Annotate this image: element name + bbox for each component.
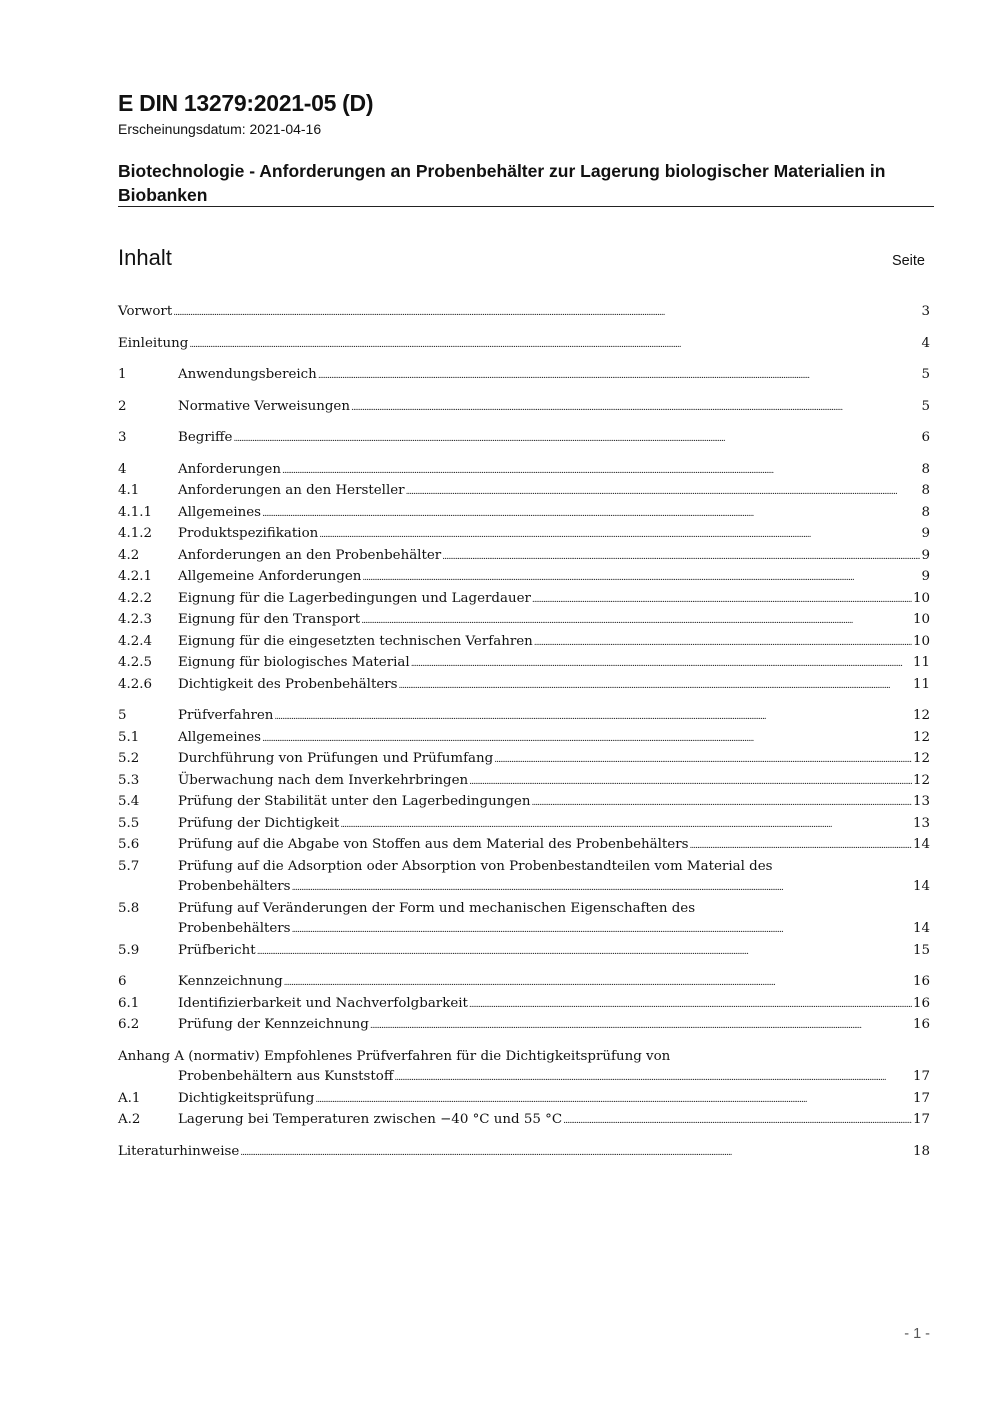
toc-leader-dots (442, 546, 920, 568)
toc-leader-dots (284, 972, 912, 994)
toc-entry-page: 14 (912, 921, 930, 936)
toc-entry-title: Prüfung der Stabilität unter den Lagerbedingungen (178, 794, 531, 809)
toc-entry-title: Prüfung der Kennzeichnung (178, 1017, 369, 1032)
toc-entry-title: Produktspezifikation (178, 526, 319, 541)
toc-entry-page: 16 (912, 974, 930, 989)
toc-entry[interactable] (118, 1015, 930, 1037)
toc-entry[interactable] (118, 749, 930, 771)
toc-leader-dots (362, 567, 920, 589)
toc-entry-title: Anwendungsbereich (178, 367, 317, 382)
toc-entry[interactable] (118, 814, 930, 836)
toc-entry-title: Einleitung (118, 335, 189, 351)
page-number: - 1 - (904, 1326, 930, 1342)
toc-entry-number: 5 (118, 708, 127, 723)
toc-leader-dots (262, 728, 912, 750)
toc-entry-number: 4 (118, 461, 127, 477)
toc-entry-title-continued: Probenbehälters (178, 879, 291, 894)
toc-entry-title: Begriffe (178, 430, 233, 445)
toc-entry-page: 3 (921, 304, 930, 319)
toc-entry-page: 16 (912, 995, 930, 1011)
toc-entry[interactable] (118, 567, 930, 589)
toc-entry-title: Anhang A (normativ) Empfohlenes Prüfverfahren für die Dichtigkeitsprüfung von (118, 1048, 671, 1064)
toc-entry[interactable] (118, 835, 930, 857)
toc-entry-page: 8 (921, 461, 930, 477)
toc-entry[interactable] (118, 302, 930, 324)
toc-leader-dots (494, 749, 912, 771)
toc-entry-page: 10 (912, 633, 930, 649)
toc-entry-number: 2 (118, 398, 127, 414)
toc-entry[interactable] (118, 524, 930, 546)
toc-entry-title: Allgemeines (178, 729, 262, 745)
toc-leader-dots (315, 1089, 912, 1111)
toc-entry-title: Anforderungen (178, 461, 281, 477)
toc-entry-title: Eignung für die eingesetzten technischen Verfahren (178, 633, 533, 649)
toc-entry-number: 4.2.1 (118, 569, 153, 584)
toc-entry-number: 5.2 (118, 751, 140, 766)
toc-leader-dots (399, 675, 912, 697)
toc-entry-page: 17 (912, 1090, 930, 1106)
toc-entry-page: 10 (912, 612, 930, 627)
toc-entry-number: 4.2.2 (118, 590, 153, 606)
toc-entry[interactable] (118, 397, 930, 419)
toc-entry-number: 6.2 (118, 1017, 140, 1032)
toc-entry[interactable] (118, 771, 930, 793)
toc-leader-dots (469, 994, 912, 1016)
toc-leader-dots (262, 503, 920, 525)
toc-entry-title: Vorwort (118, 304, 173, 319)
toc-entry[interactable] (118, 481, 930, 503)
toc-entry-page: 12 (912, 729, 930, 745)
toc-entry-page: 9 (921, 547, 930, 563)
toc-entry-title: Prüfung auf die Abgabe von Stoffen aus dem Material des Probenbehälters (178, 837, 689, 852)
toc-entry-number: 4.1.1 (118, 504, 153, 520)
toc-entry-title: Kennzeichnung (178, 974, 283, 989)
toc-leader-dots (469, 771, 912, 793)
toc-entry[interactable] (118, 675, 930, 697)
toc-leader-dots (240, 1142, 912, 1164)
toc-entry-title: Literaturhinweise (118, 1143, 240, 1159)
toc-entry[interactable] (118, 994, 930, 1016)
toc-entry-page: 9 (921, 569, 930, 584)
toc-entry-page: 16 (912, 1017, 930, 1032)
toc-entry-page: 13 (912, 794, 930, 809)
toc-entry-number: 6.1 (118, 995, 140, 1011)
toc-entry-page: 8 (921, 483, 930, 498)
toc-entry-title-continued: Probenbehälters (178, 921, 291, 936)
toc-entry-number: 1 (118, 367, 127, 382)
toc-entry-page: 10 (912, 590, 930, 606)
toc-leader-dots (361, 610, 912, 632)
toc-entry[interactable] (118, 972, 930, 994)
toc-entry-title: Prüfverfahren (178, 708, 274, 723)
toc-entry-title-continued: Probenbehältern aus Kunststoff (178, 1069, 394, 1084)
toc-entry-number: 5.9 (118, 942, 140, 958)
publication-date: Erscheinungsdatum: 2021-04-16 (118, 121, 322, 137)
toc-entry-title: Eignung für die Lagerbedingungen und Lagerdauer (178, 590, 531, 606)
toc-leader-dots (531, 792, 911, 814)
toc-entry-page: 17 (912, 1112, 930, 1127)
toc-entry[interactable] (118, 941, 930, 963)
toc-entry[interactable] (118, 460, 930, 482)
toc-entry-title: Normative Verweisungen (178, 398, 350, 414)
toc-leader-dots (318, 365, 921, 387)
toc-entry-page: 18 (912, 1143, 930, 1159)
toc-entry-number: 5.8 (118, 900, 140, 916)
toc-leader-dots (282, 460, 920, 482)
toc-entry-title: Dichtigkeitsprüfung (178, 1090, 315, 1106)
toc-entry-page: 14 (912, 837, 930, 852)
toc-entry[interactable] (118, 428, 930, 450)
toc-entry-number: A.2 (118, 1112, 141, 1127)
toc-entry-number: 3 (118, 430, 127, 445)
toc-entry-page: 13 (912, 815, 930, 831)
toc-entry-number: 4.2 (118, 547, 140, 563)
toc-entry[interactable] (118, 857, 930, 899)
toc-leader-dots (189, 334, 920, 356)
toc-entry[interactable] (118, 706, 930, 728)
toc-entry-title: Prüfung auf die Adsorption oder Absorption von Probenbestandteilen vom Material des (178, 858, 773, 874)
toc-entry-page: 5 (921, 398, 930, 414)
toc-entry-page: 8 (921, 504, 930, 520)
toc-entry-page: 14 (912, 879, 930, 894)
toc-entry-title: Durchführung von Prüfungen und Prüfumfang (178, 751, 494, 766)
title-divider (118, 206, 934, 207)
toc-entry[interactable] (118, 899, 930, 941)
toc-entry-title: Lagerung bei Temperaturen zwischen −40 °C und 55 °C (178, 1112, 563, 1127)
toc-entry-page: 12 (912, 708, 930, 723)
toc-entry-number: 5.1 (118, 729, 140, 745)
table-of-contents (118, 302, 930, 1163)
toc-entry[interactable] (118, 1142, 930, 1164)
toc-entry-title: Prüfung der Dichtigkeit (178, 815, 340, 831)
toc-entry[interactable] (118, 1110, 930, 1132)
toc-leader-dots (370, 1015, 912, 1037)
toc-entry[interactable] (118, 589, 930, 611)
toc-entry-number: 4.1 (118, 483, 140, 498)
toc-entry[interactable] (118, 632, 930, 654)
toc-leader-dots (274, 706, 912, 728)
toc-entry-title: Überwachung nach dem Inverkehrbringen (178, 772, 469, 788)
toc-entry[interactable] (118, 334, 930, 356)
toc-entry-number: 4.1.2 (118, 526, 153, 541)
toc-entry-number: 5.7 (118, 858, 140, 874)
toc-entry-title: Identifizierbarkeit und Nachverfolgbarkeit (178, 995, 468, 1011)
toc-entry-title: Allgemeines (178, 504, 262, 520)
toc-entry-page: 15 (912, 942, 930, 958)
toc-leader-dots (319, 524, 920, 546)
toc-leader-dots (292, 919, 912, 941)
document-id: E DIN 13279:2021-05 (D) (118, 90, 374, 116)
toc-leader-dots (411, 653, 912, 675)
toc-entry-number: 5.4 (118, 794, 140, 809)
toc-leader-dots (257, 941, 912, 963)
toc-leader-dots (690, 835, 912, 857)
document-title: Biotechnologie - Anforderungen an Probenbehälter zur Lagerung biologischer Materialien in Biobanken (118, 161, 886, 205)
toc-heading: Inhalt (118, 245, 172, 270)
toc-entry-number: 5.3 (118, 772, 140, 788)
toc-entry[interactable] (118, 365, 930, 387)
toc-entry-number: 4.2.3 (118, 612, 153, 627)
toc-entry-title: Prüfbericht (178, 942, 256, 958)
toc-entry-title: Dichtigkeit des Probenbehälters (178, 676, 398, 692)
toc-leader-dots (233, 428, 920, 450)
toc-entry-page: 9 (921, 526, 930, 541)
toc-leader-dots (340, 814, 912, 836)
toc-leader-dots (292, 877, 912, 899)
toc-entry-title: Anforderungen an den Hersteller (178, 483, 405, 498)
toc-entry[interactable] (118, 1089, 930, 1111)
toc-leader-dots (534, 632, 912, 654)
toc-page-label: Seite (891, 253, 925, 269)
toc-leader-dots (532, 589, 912, 611)
toc-entry-page: 11 (912, 676, 930, 692)
toc-entry-page: 4 (921, 335, 930, 351)
toc-entry[interactable] (118, 546, 930, 568)
toc-entry-number: 4.2.4 (118, 633, 153, 649)
toc-entry[interactable] (118, 610, 930, 632)
toc-entry-title: Eignung für den Transport (178, 612, 361, 627)
toc-entry-title: Anforderungen an den Probenbehälter (178, 547, 442, 563)
toc-entry[interactable] (118, 653, 930, 675)
toc-entry-title: Allgemeine Anforderungen (178, 569, 362, 584)
toc-entry[interactable] (118, 503, 930, 525)
toc-entry-number: 5.6 (118, 837, 140, 852)
toc-leader-dots (563, 1110, 912, 1132)
toc-entry-page: 5 (921, 367, 930, 382)
toc-entry[interactable] (118, 728, 930, 750)
toc-entry-number: A.1 (118, 1090, 141, 1106)
toc-leader-dots (351, 397, 921, 419)
toc-entry[interactable] (118, 792, 930, 814)
toc-entry-page: 6 (921, 430, 930, 445)
toc-entry-title: Prüfung auf Veränderungen der Form und mechanischen Eigenschaften des (178, 900, 696, 916)
toc-leader-dots (173, 302, 920, 324)
toc-entry[interactable] (118, 1047, 930, 1089)
toc-leader-dots (406, 481, 921, 503)
toc-entry-number: 4.2.5 (118, 655, 153, 670)
toc-entry-title: Eignung für biologisches Material (178, 655, 410, 670)
toc-entry-page: 11 (912, 655, 930, 670)
toc-entry-page: 17 (912, 1069, 930, 1084)
toc-entry-page: 12 (912, 751, 930, 766)
toc-entry-number: 5.5 (118, 815, 140, 831)
toc-leader-dots (394, 1067, 912, 1089)
toc-entry-number: 6 (118, 974, 127, 989)
toc-entry-number: 4.2.6 (118, 676, 153, 692)
toc-entry-page: 12 (912, 772, 930, 788)
